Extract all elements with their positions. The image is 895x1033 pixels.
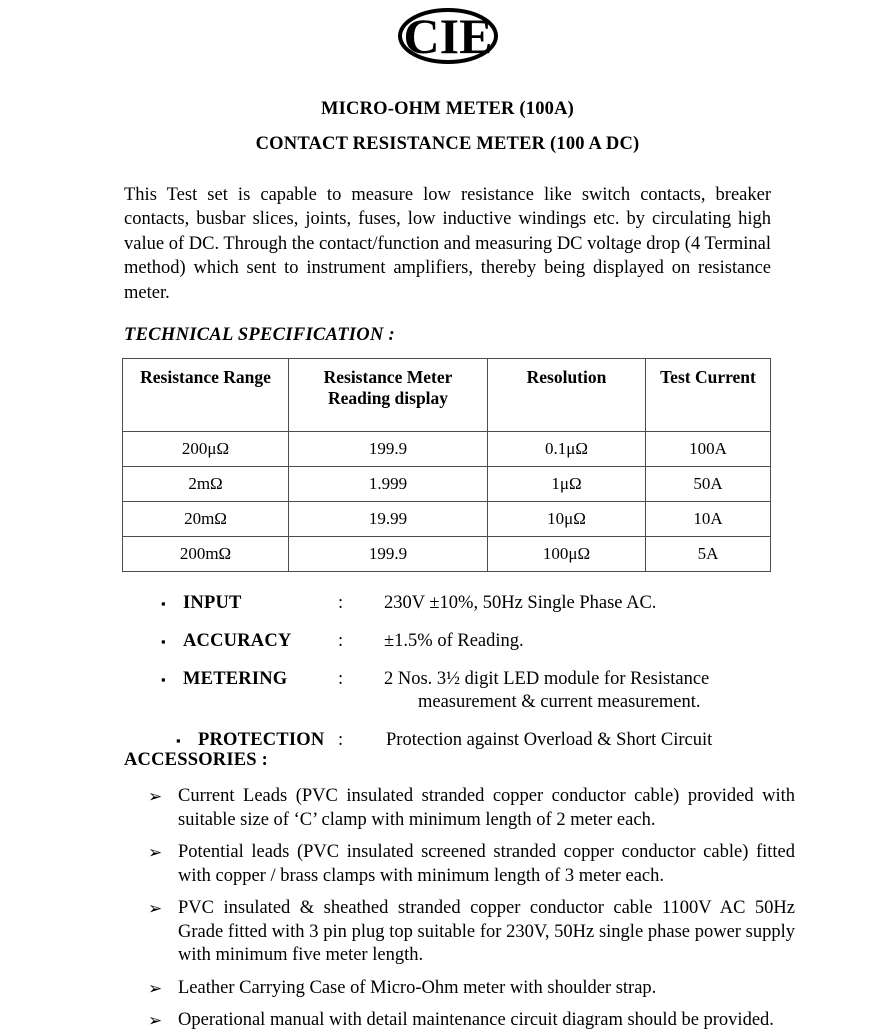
spec-label: METERING: [183, 669, 288, 690]
spec-item-accuracy: [0, 630, 895, 653]
cie-logo: [396, 6, 500, 66]
table-header-row: [123, 359, 771, 432]
list-item-text: Current Leads (PVC insulated stranded copper conductor cable) provided with suitable size of ‘C’ clamp with minimum length of 2 meter each.: [178, 786, 795, 830]
spec-item-protection: [0, 729, 895, 752]
table-header-reading-display-line1: Resistance Meter: [323, 367, 453, 388]
cell-range: 200μΩ: [123, 432, 289, 467]
spec-label: ACCURACY: [183, 631, 292, 652]
cell-range: 200mΩ: [123, 537, 289, 572]
logo-container: [0, 0, 895, 68]
accessories-heading: ACCESSORIES :: [124, 750, 268, 771]
cell-current: 50A: [646, 467, 771, 502]
square-bullet-icon: ▪: [161, 634, 166, 650]
table-header-resolution: Resolution: [488, 359, 646, 432]
cell-resolution: 10μΩ: [488, 502, 646, 537]
table-row: [123, 467, 771, 502]
arrow-bullet-icon: ➢: [148, 1011, 163, 1031]
spec-colon: :: [338, 669, 344, 690]
list-item-text: Operational manual with detail maintenance circuit diagram should be provided.: [178, 1010, 774, 1031]
spec-value: ±1.5% of Reading.: [384, 631, 524, 652]
square-bullet-icon: ▪: [161, 672, 166, 688]
arrow-bullet-icon: ➢: [148, 899, 163, 919]
table-header-test-current: Test Current: [646, 359, 771, 432]
specification-bullet-list: [0, 592, 895, 752]
page-title-primary: MICRO-OHM METER (100A): [320, 99, 575, 119]
spec-value: 230V ±10%, 50Hz Single Phase AC.: [384, 593, 657, 614]
intro-paragraph: This Test set is capable to measure low resistance like switch contacts, breaker contacts, busbar slices, joints, fuses, low inductive windings etc. by circulating high value of DC. Through the contact/function and measuring DC voltage drop (4 Terminal method) which sent to instrument amplifiers, thereby being displayed on resistance meter.: [124, 185, 771, 303]
cell-current: 5A: [646, 537, 771, 572]
list-item: [148, 785, 795, 832]
list-item: [148, 897, 795, 968]
cell-reading: 199.9: [289, 432, 488, 467]
square-bullet-icon: ▪: [161, 596, 166, 612]
spec-label: INPUT: [183, 593, 242, 614]
table-header-reading-display: [289, 359, 488, 432]
spec-colon: :: [338, 730, 344, 751]
spec-value-line1: 2 Nos. 3½ digit LED module for Resistance: [384, 669, 710, 690]
list-item: [148, 1009, 795, 1033]
spec-item-input: [0, 592, 895, 615]
page-title-secondary: CONTACT RESISTANCE METER (100 A DC): [255, 134, 640, 154]
list-item-text: Potential leads (PVC insulated screened stranded copper conductor cable) fitted with copper / brass clamps with minimum length of 3 meter each.: [178, 842, 795, 886]
cell-current: 10A: [646, 502, 771, 537]
list-item: [148, 977, 795, 1001]
arrow-bullet-icon: ➢: [148, 787, 163, 807]
square-bullet-icon: ▪: [176, 733, 181, 749]
arrow-bullet-icon: ➢: [148, 978, 163, 998]
arrow-bullet-icon: ➢: [148, 843, 163, 863]
list-item-text: Leather Carrying Case of Micro-Ohm meter with shoulder strap.: [178, 977, 657, 998]
spec-value: Protection against Overload & Short Circuit: [386, 730, 713, 751]
list-item: [148, 841, 795, 888]
accessories-list: [0, 785, 895, 1033]
cie-logo-text: CIE: [403, 8, 492, 64]
cell-range: 20mΩ: [123, 502, 289, 537]
table-header-reading-display-line2: Reading display: [327, 388, 449, 409]
cie-logo-icon: [396, 6, 500, 66]
spec-colon: :: [338, 631, 344, 652]
cell-resolution: 1μΩ: [488, 467, 646, 502]
technical-specification-table: [122, 358, 771, 572]
table-row: [123, 502, 771, 537]
spec-item-metering: [0, 668, 895, 714]
spec-label: PROTECTION: [198, 730, 325, 751]
technical-specification-heading: TECHNICAL SPECIFICATION :: [124, 325, 396, 346]
cell-range: 2mΩ: [123, 467, 289, 502]
cell-resolution: 0.1μΩ: [488, 432, 646, 467]
cell-reading: 19.99: [289, 502, 488, 537]
cell-reading: 1.999: [289, 467, 488, 502]
list-item-text: PVC insulated & sheathed stranded copper conductor cable 1100V AC 50Hz Grade fitted with 3 pin plug top suitable for 230V, 50Hz single phase power supply with minimum five meter length.: [178, 898, 795, 966]
spec-colon: :: [338, 593, 344, 614]
cell-current: 100A: [646, 432, 771, 467]
table-row: [123, 432, 771, 467]
cell-reading: 199.9: [289, 537, 488, 572]
spec-value: [384, 668, 895, 714]
spec-value-line2: measurement & current measurement.: [418, 692, 701, 713]
cell-resolution: 100μΩ: [488, 537, 646, 572]
table-header-resistance-range: Resistance Range: [123, 359, 289, 432]
table-row: [123, 537, 771, 572]
